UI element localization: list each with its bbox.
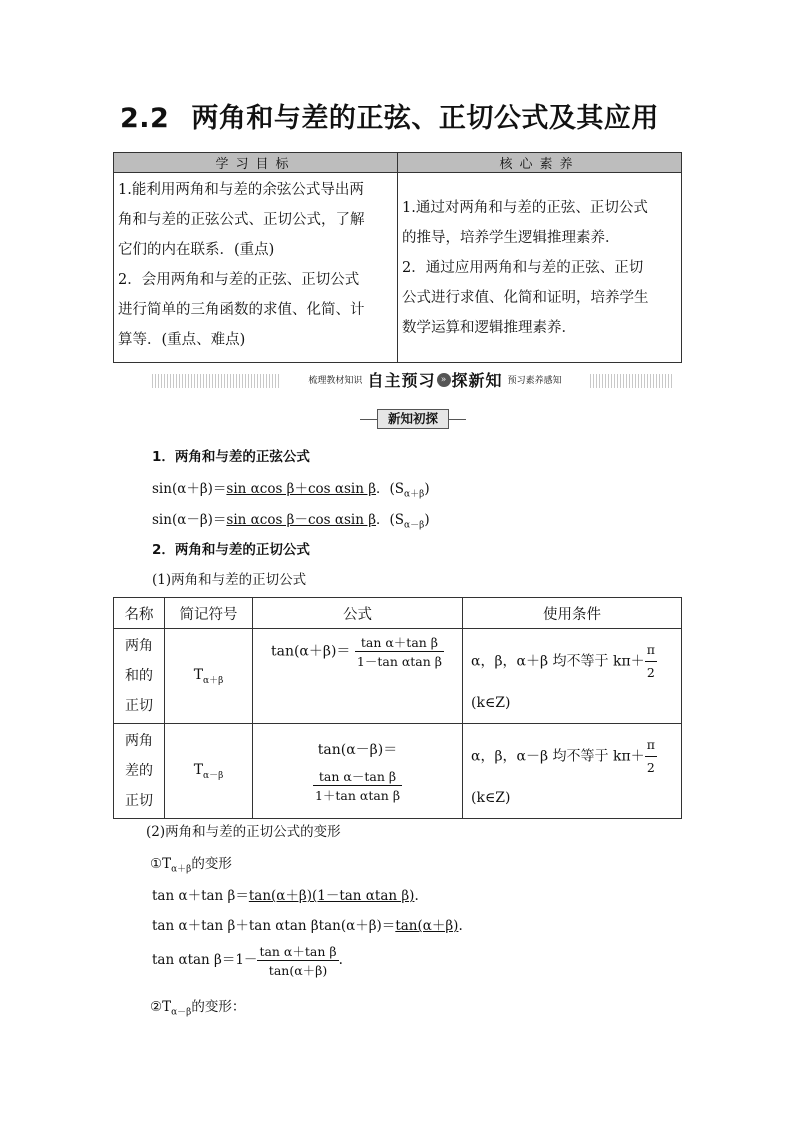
answer-blank: sin αcos β－cos αsin β (226, 512, 377, 528)
row-formula: tan(α＋β)＝ $\frac{\text{tan α＋tan β}}{\text{1－tan αtan β}}$ (253, 629, 463, 724)
answer-blank: sin αcos β＋cos αsin β (226, 481, 377, 497)
banner-title-1: 自主预习 (367, 371, 436, 390)
objective-line: 1.能利用两角和与差的余弦公式导出两 (118, 182, 364, 198)
fraction: $\frac{\text{tan α－tan β}}{\text{1＋tan αtan β}}$ (314, 768, 401, 803)
col-header-name: 名称 (114, 598, 165, 629)
learning-objectives (114, 173, 398, 363)
core-competencies (398, 173, 682, 363)
competency-header: 核心素养 (398, 153, 682, 173)
heading-tangent-formulas: 2．两角和与差的正切公式 (152, 542, 310, 558)
fraction: $\frac{\text{tan α＋tan β}}{\text{1－tan αtan β}}$ (356, 635, 443, 669)
section-number: 2.2 (120, 103, 170, 134)
col-header-formula: 公式 (253, 598, 463, 629)
formula-sin-sum: sin(α＋β)＝sin αcos β＋cos αsin β．$(S_{\alpha+\beta})$ (152, 481, 430, 500)
heading-sine-formulas: 1．两角和与差的正弦公式 (152, 449, 310, 465)
tangent-formula-table (113, 597, 682, 819)
competency-line: 2．通过应用两角和与差的正弦、正切 (402, 259, 644, 276)
objective-line: 算等．(重点、难点) (118, 332, 246, 348)
objective-line: 进行简单的三角函数的求值、化简、计 (118, 302, 365, 318)
objective-line: 2．会用两角和与差的正弦、正切公式 (118, 272, 360, 288)
competency-line: 公式进行求值、化简和证明，培养学生 (402, 289, 649, 306)
row-name: 两角 和的 正切 (114, 629, 165, 724)
objective-line: 它们的内在联系．(重点) (118, 242, 275, 258)
table-row (114, 724, 682, 819)
section-tag (360, 408, 466, 430)
row-symbol: $T_{\alpha+\beta}$ (165, 629, 253, 724)
objective-line: 角和与差的正弦公式、正切公式，了解 (118, 212, 365, 228)
banner-right-caption: 预习素养感知 (507, 376, 562, 386)
competency-line: 1.通过对两角和与差的正弦、正切公式 (402, 199, 648, 216)
row-symbol: $T_{\alpha-\beta}$ (165, 724, 253, 819)
formula-sin-diff: sin(α－β)＝sin αcos β－cos αsin β．$(S_{\alpha-\beta})$ (152, 512, 430, 531)
variant-sum-label: $①T_{\alpha+\beta}$的变形 (150, 856, 232, 875)
section-tag-label: 新知初探 (377, 409, 449, 429)
subheading-tangent: (1)两角和与差的正切公式 (152, 572, 307, 588)
transform-eq-3: tan αtan β＝1－ $\frac{\text{tan α＋tan β}}{\tan(\alpha+\beta)}$ . (152, 944, 343, 978)
fraction: $\frac{\text{tan α＋tan β}}{\tan(\alpha+\beta)}$ (259, 944, 337, 978)
col-header-condition: 使用条件 (463, 598, 682, 629)
col-header-symbol: 简记符号 (165, 598, 253, 629)
fraction: $\frac{\pi}{2}$ (645, 639, 657, 684)
fraction: $\frac{\pi}{2}$ (645, 734, 657, 779)
row-condition: α，β，α－β 均不等于 kπ＋ $\frac{\pi}{2}$ (k∈Z) (463, 724, 682, 819)
banner-title-2: 探新知 (451, 371, 503, 390)
competency-line: 数学运算和逻辑推理素养． (402, 319, 576, 336)
answer-blank: tan(α＋β) (395, 918, 459, 934)
row-formula: tan(α－β)＝ $\frac{\text{tan α－tan β}}{\text{1＋tan αtan β}}$ (253, 724, 463, 819)
transform-eq-2: tan α＋tan β＋tan αtan βtan(α＋β)＝tan(α＋β). (152, 918, 463, 934)
competency-line: 的推导，培养学生逻辑推理素养． (402, 229, 620, 246)
banner-left-caption: 梳理教材知识 (308, 376, 363, 386)
section-title: 两角和与差的正弦、正切公式及其应用 (191, 103, 659, 134)
row-condition: α，β，α＋β 均不等于 kπ＋ $\frac{\pi}{2}$ (k∈Z) (463, 629, 682, 724)
objectives-header: 学习目标 (114, 153, 398, 173)
row-name: 两角 差的 正切 (114, 724, 165, 819)
section-banner (152, 368, 672, 390)
transform-eq-1: tan α＋tan β＝tan(α＋β)(1－tan αtan β). (152, 888, 419, 904)
page-title (120, 96, 659, 135)
answer-blank: tan(α＋β)(1－tan αtan β) (248, 888, 415, 904)
table-row (114, 629, 682, 724)
objectives-table (113, 152, 682, 363)
variant-diff-label: $②T_{\alpha-\beta}$的变形： (150, 999, 246, 1018)
subheading-transform: (2)两角和与差的正切公式的变形 (146, 824, 341, 840)
double-arrow-icon: » (437, 373, 451, 387)
